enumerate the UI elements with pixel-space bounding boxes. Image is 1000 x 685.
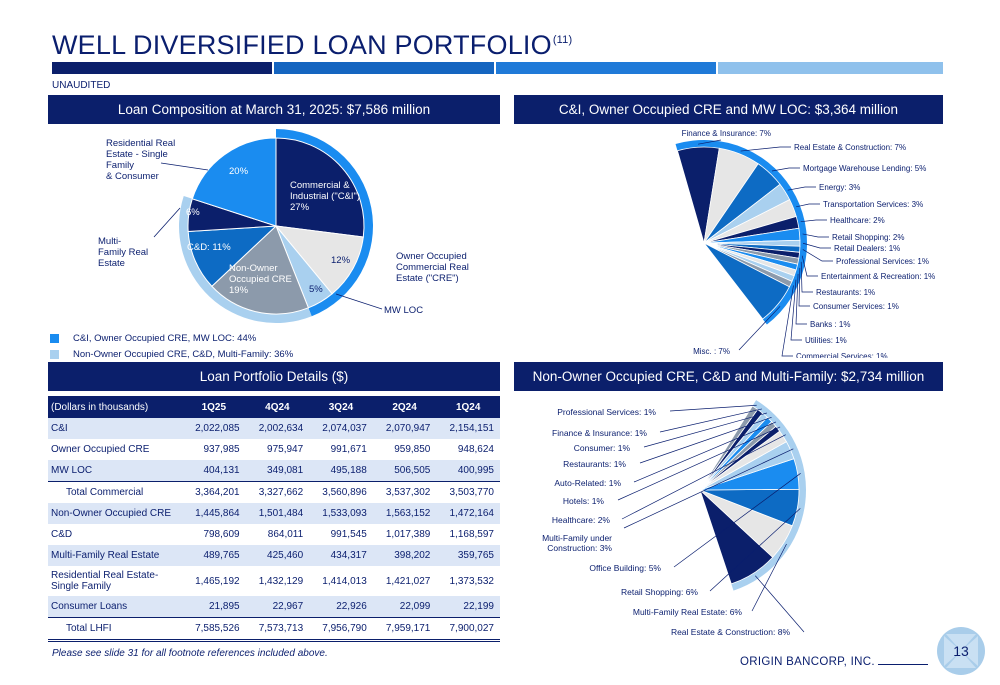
ci-owner-occupied-pie-chart: [514, 126, 943, 358]
category-label: Owner Occupied Commercial Real Estate ("CRE"): [396, 251, 469, 284]
table-cell: 3,503,770: [449, 487, 494, 498]
category-label: Restaurants: 1%: [816, 288, 876, 297]
row-label: Residential Real Estate- Single Family: [51, 570, 159, 592]
table-cell: 3,537,302: [385, 487, 431, 498]
data-label: 20%: [229, 166, 249, 177]
table-cell: 2,154,151: [436, 418, 500, 439]
table-cell: 1,533,093: [309, 503, 373, 524]
leader-line: [161, 163, 208, 170]
leader-line: [801, 220, 827, 222]
table-cell: 359,765: [436, 545, 500, 566]
category-label: Consumer Services: 1%: [813, 302, 899, 311]
legend-item: [50, 330, 293, 346]
header-stripe-4: [718, 62, 943, 74]
table-cell: 1,445,864: [182, 503, 246, 524]
loan-portfolio-table: [48, 396, 500, 642]
table-cell: 404,131: [182, 460, 246, 482]
table-cell: 1,563,152: [373, 503, 437, 524]
table-cell: 21,895: [182, 596, 246, 618]
row-label: Total LHFI: [48, 618, 182, 641]
category-label: Multi-Family under Construction: 3%: [542, 533, 612, 553]
column-header: 2Q24: [373, 396, 437, 418]
table-cell: 398,202: [373, 545, 437, 566]
category-label: Multi-Family Real Estate: 6%: [632, 607, 742, 617]
table-cell: 2,070,947: [373, 418, 437, 439]
table-cell: 1,472,164: [436, 503, 500, 524]
table-cell: 959,850: [394, 444, 431, 455]
table-cell: 948,624: [457, 444, 494, 455]
table-cell: 7,959,171: [373, 618, 437, 641]
table-cell: 1,373,532: [449, 575, 494, 587]
category-label: Utilities: 1%: [805, 336, 847, 345]
table-cell: 489,765: [182, 545, 246, 566]
table-cell: 975,947: [267, 444, 304, 455]
leader-line: [772, 168, 800, 171]
table-cell: 400,995: [436, 460, 500, 482]
category-label: Office Building: 5%: [589, 563, 661, 573]
category-label: Residential Real Estate - Single Family & Consumer: [106, 138, 176, 182]
cre-panel-title: Non-Owner Occupied CRE, C&D and Multi-Family: $2,734 million: [514, 362, 943, 391]
table-cell: 1,168,597: [449, 529, 494, 540]
data-label: 6%: [186, 207, 200, 218]
table-cell: 1,432,129: [258, 575, 304, 587]
table-cell: 2,022,085: [182, 418, 246, 439]
category-label: Professional Services: 1%: [836, 257, 929, 266]
leader-line: [803, 249, 833, 261]
column-header: 3Q24: [309, 396, 373, 418]
legend-item: [50, 346, 293, 362]
table-row: [48, 439, 500, 460]
category-label: Entertainment & Recreation: 1%: [821, 272, 936, 281]
category-label: Misc. : 7%: [693, 347, 730, 356]
table-cell: 991,671: [330, 444, 367, 455]
data-label: Non-Owner Occupied CRE 19%: [229, 263, 292, 296]
leader-line: [788, 187, 816, 190]
table-header-row: [48, 396, 500, 418]
header-stripe-3: [496, 62, 716, 74]
table-row: [48, 418, 500, 439]
category-label: Banks : 1%: [810, 320, 851, 329]
table-cell: 495,188: [309, 460, 373, 482]
table-row: [48, 460, 500, 482]
category-label: Professional Services: 1%: [557, 407, 656, 417]
table-cell: 22,926: [309, 596, 373, 618]
header-stripe-2: [274, 62, 494, 74]
row-label: MW LOC: [48, 460, 182, 482]
composition-legend: [50, 330, 293, 362]
category-label: Mortgage Warehouse Lending: 5%: [803, 164, 927, 173]
category-label: Retail Dealers: 1%: [834, 244, 901, 253]
details-panel-title: Loan Portfolio Details ($): [48, 362, 500, 391]
composition-pie-chart: [48, 126, 500, 330]
table-cell: 425,460: [246, 545, 310, 566]
data-label: 12%: [331, 255, 351, 266]
table-cell: 349,081: [246, 460, 310, 482]
table-cell: 22,199: [436, 596, 500, 618]
category-label: Multi-Family Real Estate: [98, 236, 149, 269]
category-label: Commercial Services: 1%: [796, 352, 888, 358]
column-header: 1Q24: [436, 396, 500, 418]
table-cell: 2,074,037: [309, 418, 373, 439]
category-label: Retail Shopping: 2%: [832, 233, 905, 242]
table-cell: 506,505: [373, 460, 437, 482]
category-label: Real Estate & Construction: 8%: [670, 627, 790, 637]
table-cell: 1,414,013: [322, 575, 367, 587]
leader-line: [741, 147, 791, 151]
row-label: Non-Owner Occupied CRE: [48, 503, 182, 524]
table-row: [48, 618, 500, 641]
table-cell: 434,317: [309, 545, 373, 566]
table-cell: 798,609: [203, 529, 240, 540]
table-row: [48, 566, 500, 596]
table-row: [48, 524, 500, 545]
table-cell: 22,967: [246, 596, 310, 618]
legend-swatch: [50, 334, 59, 343]
table-cell: 3,327,662: [258, 487, 304, 498]
leader-line: [803, 243, 831, 248]
page-number: 13: [953, 643, 969, 659]
row-label: C&I: [48, 418, 182, 439]
table-row: [48, 482, 500, 504]
category-label: Restaurants: 1%: [563, 459, 626, 469]
table-cell: 1,501,484: [246, 503, 310, 524]
table-cell: 991,545: [330, 529, 367, 540]
table-cell: 7,585,526: [182, 618, 246, 641]
header-stripe-1: [52, 62, 272, 74]
category-label: Retail Shopping: 6%: [620, 587, 698, 597]
table-cell: 864,011: [267, 529, 304, 540]
column-header: 4Q24: [246, 396, 310, 418]
row-label: C&D: [51, 529, 73, 540]
column-header: 1Q25: [182, 396, 246, 418]
legend-swatch: [50, 350, 59, 359]
table-cell: 1,465,192: [195, 575, 240, 587]
category-label: Consumer: 1%: [573, 443, 630, 453]
page-number-badge: [936, 626, 986, 676]
table-cell: 3,364,201: [195, 487, 240, 498]
table-row: [48, 545, 500, 566]
legend-label: C&I, Owner Occupied CRE, MW LOC: 44%: [73, 332, 257, 344]
category-label: Energy: 3%: [819, 183, 861, 192]
data-label: Commercial & Industrial ("C&I") 27%: [290, 180, 361, 213]
row-label: Total Commercial: [66, 487, 144, 498]
data-label: C&D: 11%: [187, 242, 231, 253]
brand-name: ORIGIN BANCORP, INC.: [740, 656, 928, 668]
cre-cd-multifamily-pie-chart: [514, 392, 943, 642]
leader-line: [670, 405, 757, 411]
category-label: Auto-Related: 1%: [554, 478, 621, 488]
composition-panel-title: Loan Composition at March 31, 2025: $7,586 million: [48, 95, 500, 124]
category-label: Transportation Services: 3%: [823, 200, 924, 209]
category-label: Healthcare: 2%: [551, 515, 610, 525]
category-label: Real Estate & Construction: 7%: [794, 143, 907, 152]
category-label: Hotels: 1%: [562, 496, 604, 506]
page-title: WELL DIVERSIFIED LOAN PORTFOLIO$^{(11)}$: [52, 30, 573, 60]
table-row: [48, 596, 500, 618]
table-cell: 3,560,896: [322, 487, 367, 498]
category-label: Healthcare: 2%: [830, 216, 885, 225]
footnote: Please see slide 31 for all footnote references included above.: [52, 648, 328, 659]
row-label: Multi-Family Real Estate: [48, 545, 182, 566]
table-cell: 2,002,634: [246, 418, 310, 439]
category-label: Finance & Insurance: 7%: [681, 129, 771, 138]
table-cell: 22,099: [373, 596, 437, 618]
table-row: [48, 503, 500, 524]
table-cell: 1,017,389: [385, 529, 431, 540]
legend-label: Non-Owner Occupied CRE, C&D, Multi-Family: 36%: [73, 348, 294, 360]
table-cell: 7,900,027: [436, 618, 500, 641]
table-cell: 1,421,027: [385, 575, 431, 587]
row-label: Owner Occupied CRE: [51, 444, 150, 455]
leader-line: [336, 294, 382, 309]
unaudited-label: UNAUDITED: [52, 80, 111, 91]
title-footnote: (11): [552, 34, 573, 46]
table-cell: 7,573,713: [246, 618, 310, 641]
category-label: MW LOC: [384, 305, 424, 316]
leader-line: [755, 576, 804, 632]
ci-panel-title: C&I, Owner Occupied CRE and MW LOC: $3,364 million: [514, 95, 943, 124]
leader-line: [154, 208, 180, 237]
table-cell: 7,956,790: [309, 618, 373, 641]
data-label: 5%: [309, 284, 323, 295]
category-label: Finance & Insurance: 1%: [552, 428, 647, 438]
table-cell: 937,985: [203, 444, 240, 455]
column-header: (Dollars in thousands): [48, 396, 182, 418]
row-label: Consumer Loans: [48, 596, 182, 618]
